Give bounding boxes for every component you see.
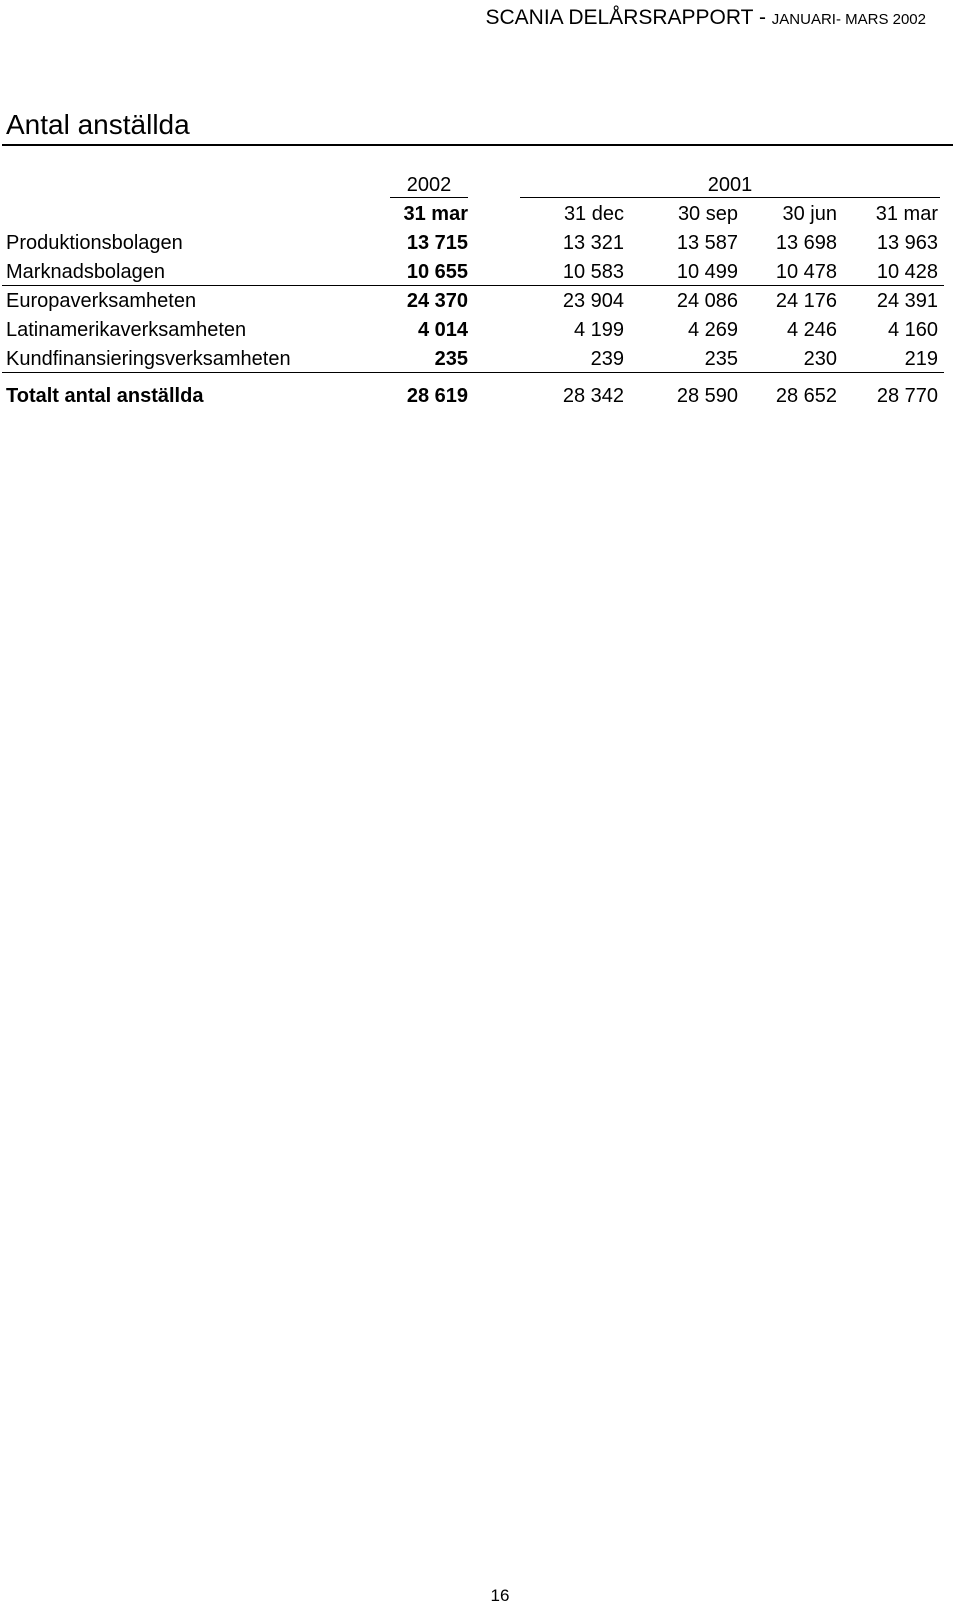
page-number: 16 <box>490 1586 510 1605</box>
table-cell: 10 478 <box>775 261 837 283</box>
year-header-previous-rule <box>520 197 940 198</box>
total-row-label: Totalt antal anställda <box>6 385 204 407</box>
table-cell: 4 246 <box>786 319 837 341</box>
table-cell: 10 583 <box>562 261 624 283</box>
column-header: 30 jun <box>782 203 837 225</box>
total-cell: 28 619 <box>406 385 468 407</box>
table-cell: 13 587 <box>676 232 738 254</box>
row-label: Marknadsbolagen <box>6 261 165 283</box>
year-header-previous: 2001 <box>707 174 753 196</box>
total-cell: 28 590 <box>676 385 738 407</box>
table-cell: 235 <box>704 348 738 370</box>
table-cell: 10 655 <box>406 261 468 283</box>
table-cell: 230 <box>803 348 837 370</box>
subtotal-rule <box>2 285 944 286</box>
table-cell: 4 269 <box>687 319 738 341</box>
table-cell: 13 321 <box>562 232 624 254</box>
table-cell: 24 176 <box>775 290 837 312</box>
column-header: 31 dec <box>563 203 624 225</box>
total-rule <box>2 372 944 373</box>
table-cell: 24 086 <box>676 290 738 312</box>
column-header: 31 mar <box>875 203 938 225</box>
column-header: 30 sep <box>677 203 738 225</box>
row-label: Latinamerikaverksamheten <box>6 319 247 341</box>
table-cell: 235 <box>434 348 468 370</box>
table-cell: 23 904 <box>562 290 624 312</box>
table-cell: 4 199 <box>573 319 624 341</box>
table-cell: 24 391 <box>876 290 938 312</box>
table-cell: 239 <box>590 348 624 370</box>
table-cell: 219 <box>904 348 938 370</box>
table-cell: 4 160 <box>887 319 938 341</box>
report-header <box>485 6 926 30</box>
table-cell: 10 499 <box>676 261 738 283</box>
year-header-current-rule <box>390 197 468 198</box>
report-header-period: JANUARI- MARS 2002 <box>771 11 926 28</box>
section-title-rule <box>2 144 953 146</box>
table-cell: 13 963 <box>876 232 938 254</box>
table-cell: 10 428 <box>876 261 938 283</box>
report-header-title: SCANIA DELÅRSRAPPORT - <box>485 6 772 29</box>
table-cell: 4 014 <box>417 319 468 341</box>
column-header: 31 mar <box>403 203 468 225</box>
table-cell: 13 698 <box>775 232 837 254</box>
table-cell: 13 715 <box>406 232 468 254</box>
table-cell: 24 370 <box>406 290 468 312</box>
row-label: Produktionsbolagen <box>6 232 183 254</box>
row-label: Kundfinansieringsverksamheten <box>6 348 291 370</box>
total-cell: 28 770 <box>876 385 938 407</box>
total-cell: 28 652 <box>775 385 837 407</box>
year-header-current: 2002 <box>406 174 452 196</box>
section-title: Antal anställda <box>6 109 190 140</box>
total-cell: 28 342 <box>562 385 624 407</box>
row-label: Europaverksamheten <box>6 290 197 312</box>
